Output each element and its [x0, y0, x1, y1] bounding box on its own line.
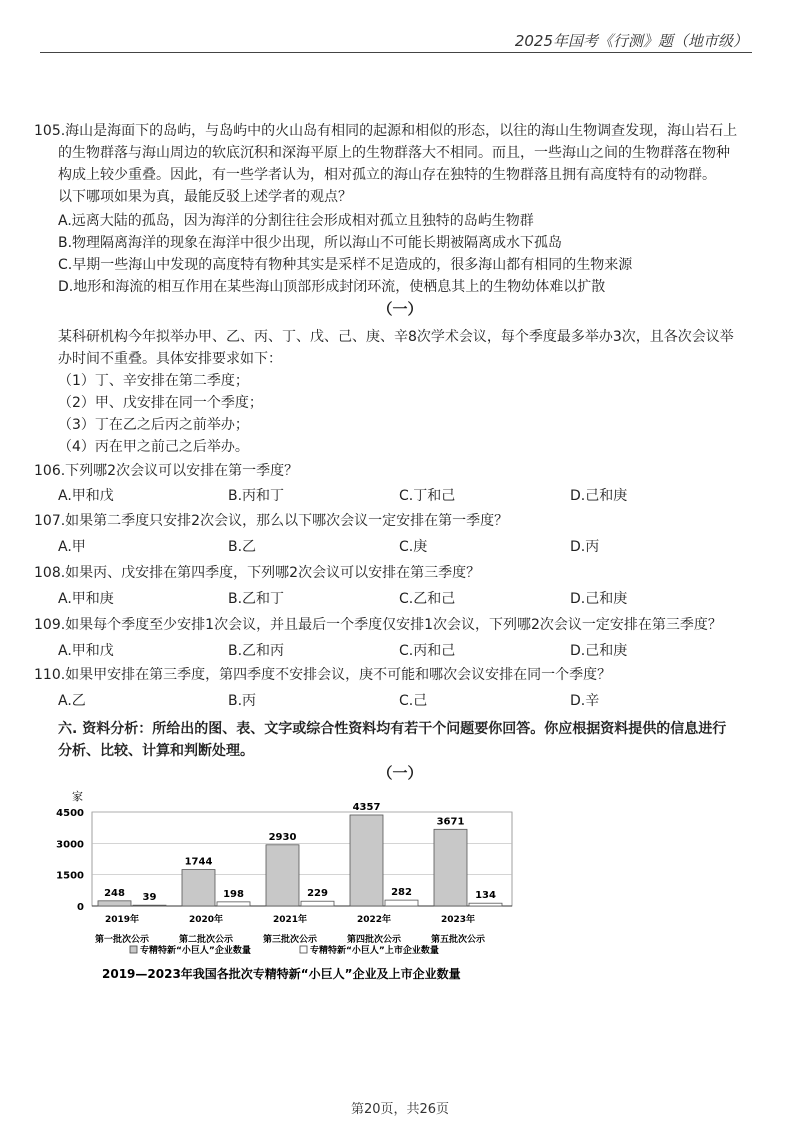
x-tick-label: 2021年 — [272, 915, 308, 925]
section6-line-1: 六. 资料分析：所给出的图、表、文字或综合性资料均有若干个问题要你回答。你应根据资料提供的信息进行 — [58, 721, 727, 737]
bar — [385, 900, 418, 906]
legend-label: 专精特新“小巨人”上市企业数量 — [310, 946, 439, 956]
rule-1: （1）丁、辛安排在第二季度； — [58, 373, 249, 389]
data-label: 39 — [142, 892, 157, 904]
q106-option-a: A.甲和戊 — [58, 488, 114, 504]
x-tick-label: 2020年 — [188, 915, 224, 925]
batch-label: 第一批次公示 — [94, 935, 150, 945]
bar-chart — [0, 784, 800, 1004]
data-label: 3671 — [436, 816, 465, 828]
q109-option-b: B.乙和丙 — [228, 643, 285, 659]
x-tick-label: 2022年 — [356, 915, 392, 925]
q108-option-d: D.己和庚 — [570, 591, 628, 607]
bar — [182, 870, 215, 906]
intro-line-2: 办时间不重叠。具体安排要求如下： — [58, 351, 282, 367]
q110-option-a: A.乙 — [58, 693, 86, 709]
batch-label: 第三批次公示 — [262, 935, 318, 945]
legend-swatch — [300, 946, 307, 953]
q106-stem: 106.下列哪2次会议可以安排在第一季度？ — [34, 463, 299, 479]
batch-label: 第二批次公示 — [178, 935, 234, 945]
section-heading-1: （一） — [377, 300, 423, 318]
q106-option-d: D.己和庚 — [570, 488, 628, 504]
x-axis-labels — [95, 913, 486, 945]
q109-option-c: C.丙和己 — [399, 643, 456, 659]
chart-title: 2019—2023年我国各批次专精特新“小巨人”企业及上市企业数量 — [102, 967, 461, 981]
data-label: 1744 — [184, 856, 213, 868]
data-label: 134 — [475, 890, 496, 902]
plot-area — [92, 802, 512, 906]
bar — [301, 901, 334, 906]
q110-option-b: B.丙 — [228, 693, 257, 709]
legend-swatch — [130, 946, 137, 953]
q105-option-d: D.地形和海流的相互作用在某些海山顶部形成封闭环流，使栖息其上的生物幼体难以扩散 — [58, 279, 606, 295]
q110-option-c: C.己 — [399, 693, 428, 709]
x-tick-label: 2023年 — [440, 915, 476, 925]
q109-stem: 109.如果每个季度至少安排1次会议，并且最后一个季度仅安排1次会议，下列哪2次会议一定安排在第三季度？ — [34, 617, 722, 633]
q108-option-c: C.乙和己 — [399, 591, 456, 607]
y-tick-label: 4500 — [56, 808, 84, 819]
data-label: 4357 — [352, 801, 381, 813]
intro-line-1: 某科研机构今年拟举办甲、乙、丙、丁、戊、己、庚、辛8次学术会议，每个季度最多举办3次，且各次会议举 — [58, 329, 734, 345]
y-tick-label: 1500 — [56, 870, 84, 882]
y-tick-label: 0 — [77, 902, 84, 913]
rule-4: （4）丙在甲之前己之后举办。 — [58, 439, 249, 455]
q110-option-d: D.辛 — [570, 693, 600, 709]
batch-label: 第五批次公示 — [430, 935, 486, 945]
chart-legend — [130, 944, 439, 956]
q105-question: 以下哪项如果为真，最能反驳上述学者的观点？ — [58, 189, 352, 205]
q109-option-d: D.己和庚 — [570, 643, 628, 659]
q106-option-c: C.丁和己 — [399, 488, 456, 504]
q108-stem: 108.如果丙、戊安排在第四季度，下列哪2次会议可以安排在第三季度？ — [34, 565, 481, 581]
section6-line-2: 分析、比较、计算和判断处理。 — [58, 743, 254, 759]
section-heading-2: （一） — [377, 764, 423, 782]
data-label: 198 — [223, 888, 244, 900]
data-label: 248 — [104, 887, 125, 899]
bar — [98, 901, 131, 906]
rule-2: （2）甲、戊安排在同一个季度； — [58, 395, 263, 411]
header-rule — [40, 52, 752, 53]
legend-label: 专精特新“小巨人”企业数量 — [140, 946, 251, 956]
q107-stem: 107.如果第二季度只安排2次会议，那么以下哪次会议一定安排在第一季度？ — [34, 513, 509, 529]
y-axis-unit: 家 — [72, 790, 83, 803]
q107-option-d: D.丙 — [570, 539, 600, 555]
bar — [434, 829, 467, 906]
bar — [350, 815, 383, 906]
rule-3: （3）丁在乙之后丙之前举办； — [58, 417, 249, 433]
q105-stem-line-2: 的生物群落与海山周边的软底沉积和深海平原上的生物群落大不相同。而且，一些海山之间的生物群落在物种 — [58, 145, 730, 161]
data-label: 2930 — [268, 831, 297, 843]
q105-stem-line-3: 构成上较少重叠。因此，有一些学者认为，相对孤立的海山存在独特的生物群落且拥有高度特有的动物群。 — [58, 167, 716, 183]
page-footer: 第20页，共26页 — [350, 1102, 450, 1117]
data-label: 282 — [391, 887, 412, 899]
bar — [469, 903, 502, 906]
page-header: 2025年国考《行测》题（地市级） — [514, 32, 748, 50]
bar — [133, 905, 166, 906]
batch-label: 第四批次公示 — [346, 935, 402, 945]
q110-stem: 110.如果甲安排在第三季度，第四季度不安排会议，庚不可能和哪次会议安排在同一个季度？ — [34, 667, 612, 683]
data-label: 229 — [307, 888, 328, 900]
bar — [266, 845, 299, 906]
q106-option-b: B.丙和丁 — [228, 488, 285, 504]
q108-option-b: B.乙和丁 — [228, 591, 285, 607]
y-tick-label: 3000 — [56, 839, 84, 851]
y-axis-ticks — [56, 808, 84, 913]
q108-option-a: A.甲和庚 — [58, 591, 114, 607]
x-tick-label: 2019年 — [104, 915, 140, 925]
q107-option-c: C.庚 — [399, 539, 428, 555]
q107-option-a: A.甲 — [58, 539, 86, 555]
bar — [217, 902, 250, 906]
q105-stem-line-1: 105.海山是海面下的岛屿，与岛屿中的火山岛有相同的起源和相似的形态，以往的海山生物调查发现，海山岩石上 — [34, 123, 738, 139]
q105-option-a: A.远离大陆的孤岛，因为海洋的分割往往会形成相对孤立且独特的岛屿生物群 — [58, 213, 534, 229]
q105-option-c: C.早期一些海山中发现的高度特有物种其实是采样不足造成的，很多海山都有相同的生物来源 — [58, 257, 633, 273]
q109-option-a: A.甲和戊 — [58, 643, 114, 659]
q105-option-b: B.物理隔离海洋的现象在海洋中很少出现，所以海山不可能长期被隔离成水下孤岛 — [58, 235, 563, 251]
q107-option-b: B.乙 — [228, 539, 257, 555]
